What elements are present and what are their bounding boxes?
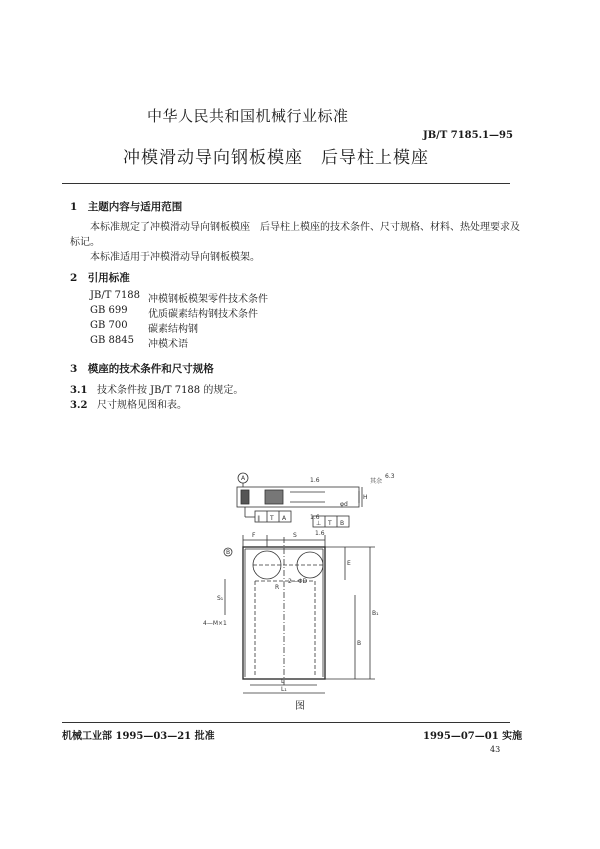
tol-frame-2-T: T bbox=[328, 520, 332, 527]
holes-callout: 2—ΦD bbox=[288, 578, 308, 585]
issuing-organization: 中华人民共和国机械行业标准 bbox=[147, 107, 349, 125]
standard-number: JB/T 7185.1—95 bbox=[423, 130, 513, 141]
reference-item bbox=[90, 305, 268, 320]
dim-B1: B₁ bbox=[372, 610, 379, 617]
dim-L1: L₁ bbox=[281, 686, 287, 693]
reference-name: 优质碳素结构钢技术条件 bbox=[148, 309, 258, 320]
dim-H: H bbox=[363, 494, 368, 501]
thread-callout: 4—M×1 bbox=[203, 620, 227, 627]
reference-name: 碳素结构钢 bbox=[148, 324, 198, 335]
reference-item bbox=[90, 335, 268, 350]
section-1-paragraph-2: 本标准适用于冲模滑动导向钢板模架。 bbox=[90, 252, 260, 263]
dim-E: E bbox=[347, 560, 351, 567]
reference-code: GB 8845 bbox=[90, 335, 134, 346]
tol-frame-1-symbol: ∥ bbox=[257, 515, 260, 522]
reference-code: GB 700 bbox=[90, 320, 128, 331]
clause-3-1 bbox=[70, 381, 243, 396]
reference-name: 冲模术语 bbox=[148, 339, 188, 350]
reference-name: 冲模钢板模架零件技术条件 bbox=[148, 294, 268, 305]
header-divider bbox=[62, 183, 510, 184]
reference-code: GB 699 bbox=[90, 305, 128, 316]
reference-item bbox=[90, 290, 268, 305]
section-2-heading: 2 引用标准 bbox=[70, 272, 130, 284]
reference-list bbox=[90, 290, 268, 350]
clause-number: 3.2 bbox=[70, 400, 88, 411]
approval-date: 机械工业部 1995—03—21 批准 bbox=[62, 731, 215, 742]
technical-drawing bbox=[195, 465, 405, 695]
dim-L: L bbox=[281, 678, 285, 685]
dim-S1: S₁ bbox=[217, 595, 224, 602]
reference-code: JB/T 7188 bbox=[90, 290, 141, 301]
implementation-date: 1995—07—01 实施 bbox=[423, 731, 523, 742]
roughness-side: 1.6 bbox=[315, 530, 325, 537]
dim-phi-d: φd bbox=[340, 501, 348, 508]
dim-F: F bbox=[252, 532, 256, 539]
tol-frame-2-datum: B bbox=[340, 520, 345, 527]
page-number: 43 bbox=[490, 745, 501, 754]
section-3-heading: 3 模座的技术条件和尺寸规格 bbox=[70, 363, 214, 375]
rest-roughness-value: 6.3 bbox=[385, 473, 395, 480]
tol-frame-1-T: T bbox=[270, 515, 274, 522]
tol-frame-1-datum: A bbox=[282, 515, 287, 522]
dim-S: S bbox=[293, 532, 297, 539]
roughness-bottom: 1.6 bbox=[310, 514, 320, 521]
clause-3-2 bbox=[70, 396, 187, 411]
clause-number: 3.1 bbox=[70, 385, 88, 396]
rest-roughness-label: 其余 bbox=[370, 478, 383, 485]
section-1-heading: 1 主题内容与适用范围 bbox=[70, 201, 183, 213]
figure-caption: 图 bbox=[295, 701, 305, 712]
datum-a-label: A bbox=[241, 475, 246, 482]
roughness-top: 1.6 bbox=[310, 477, 320, 484]
clause-text: 技术条件按 JB/T 7188 的规定。 bbox=[96, 385, 244, 396]
datum-b-label: B bbox=[226, 549, 231, 556]
dim-B: B bbox=[357, 640, 362, 647]
tol-frame-2-symbol: ⊥ bbox=[316, 520, 322, 527]
footer-divider bbox=[62, 722, 510, 723]
radius-callout: R bbox=[275, 584, 280, 591]
reference-item bbox=[90, 320, 268, 335]
section-1-paragraph-1-cont: 标记。 bbox=[70, 237, 100, 248]
document-title: 冲模滑动导向钢板模座 后导柱上模座 bbox=[123, 148, 429, 168]
clause-text: 尺寸规格见图和表。 bbox=[96, 400, 187, 411]
section-1-paragraph-1: 本标准规定了冲模滑动导向钢板模座 后导柱上模座的技术条件、尺寸规格、材料、热处理要求及 bbox=[90, 222, 520, 233]
